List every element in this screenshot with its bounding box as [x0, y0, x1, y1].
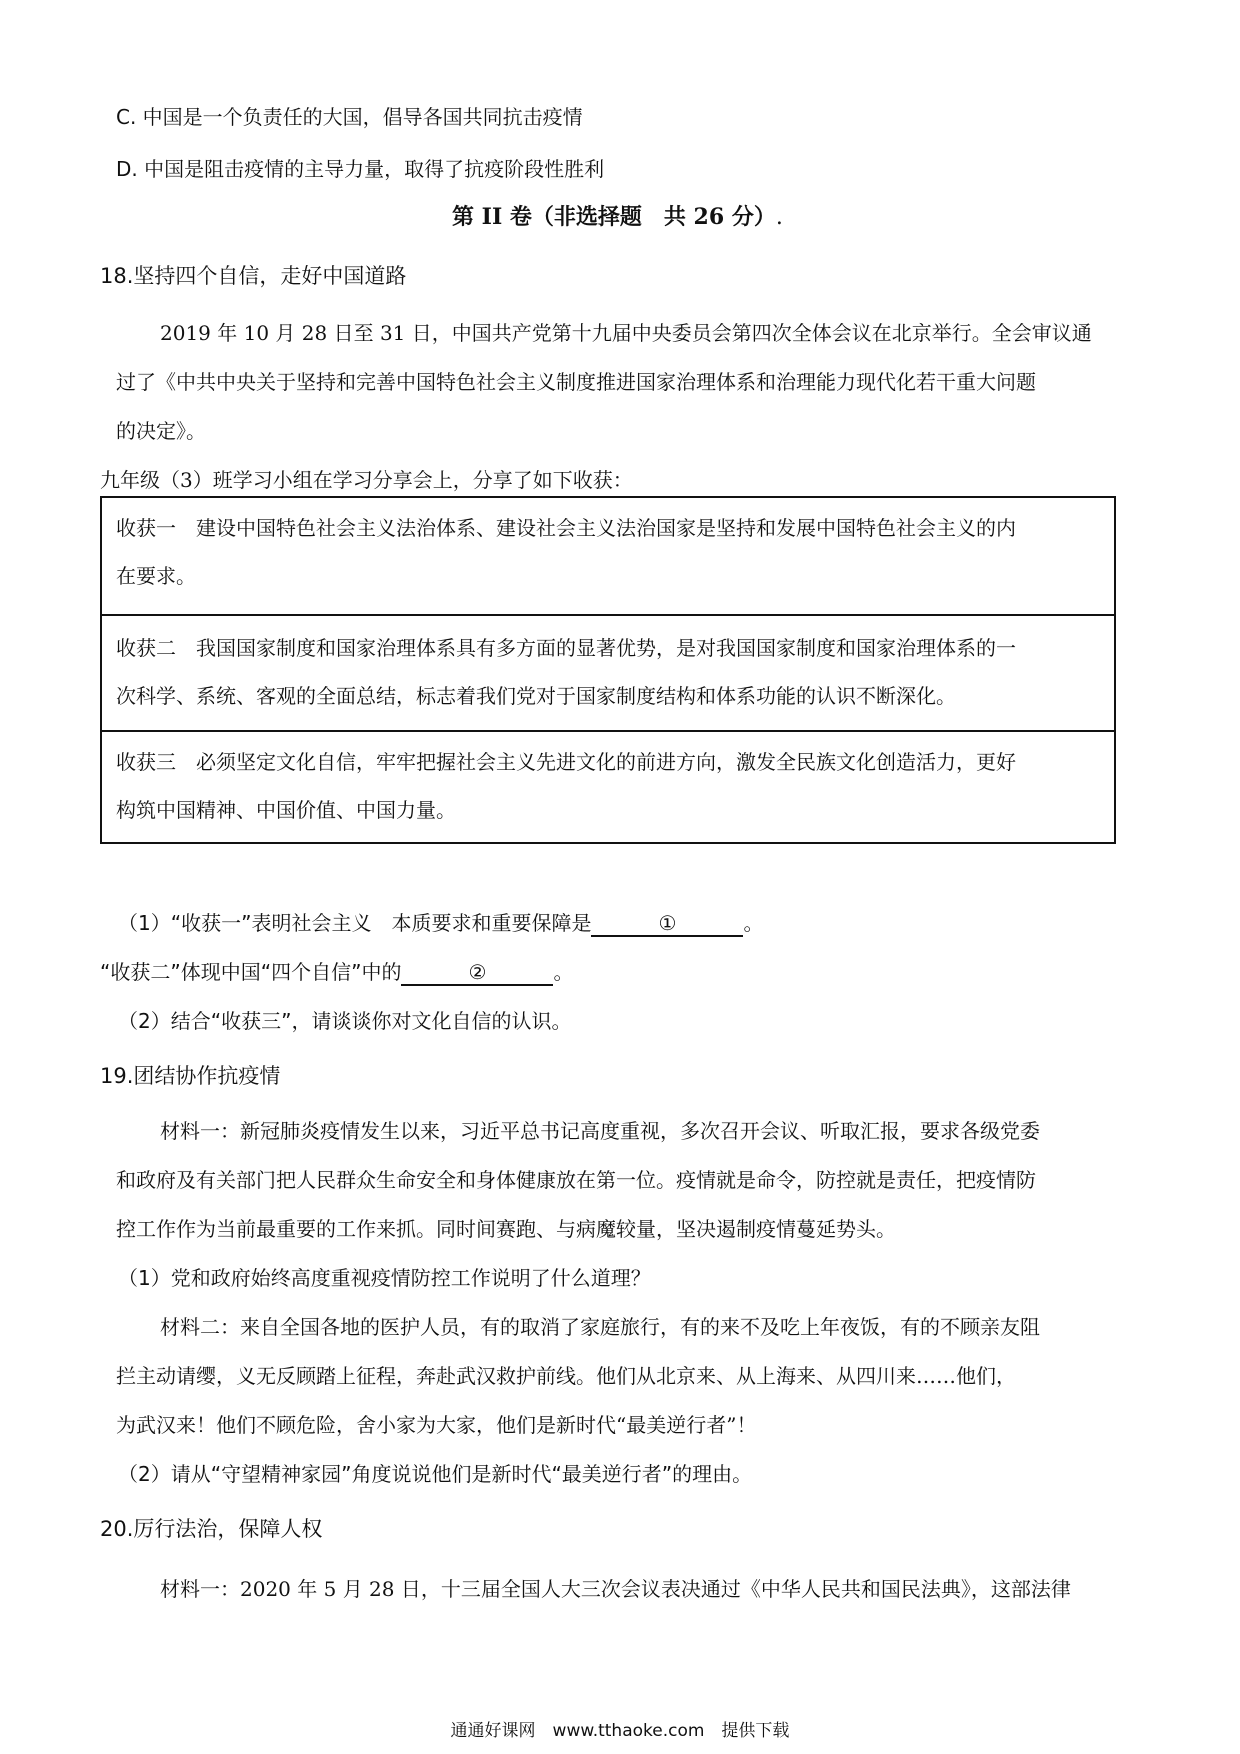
- answer-blank-1[interactable]: ①: [591, 909, 743, 937]
- q20-material1-line-1: 材料一：2020 年 5 月 28 日，十三届全国人大三次会议表决通过《中华人民共和国民法典》，这部法律: [160, 1577, 1071, 1601]
- gain-row-3: [102, 730, 1114, 844]
- q19-sub1: （1）党和政府始终高度重视疫情防控工作说明了什么道理？: [118, 1266, 651, 1290]
- q18-sub1: [118, 909, 763, 937]
- q19-material2-line-3: 为武汉来！他们不顾危险，舍小家为大家，他们是新时代“最美逆行者”！: [116, 1413, 757, 1437]
- q19-material2-line-1: 材料二：来自全国各地的医护人员，有的取消了家庭旅行，有的来不及吃上年夜饭，有的不顾亲友阻: [160, 1315, 1040, 1339]
- q18-sub2: （2）结合“收获三”，请谈谈你对文化自信的认识。: [118, 1009, 572, 1033]
- question-20-heading: 20.厉行法治，保障人权: [100, 1517, 323, 1541]
- gain-row-2: [102, 614, 1114, 730]
- q19-sub2: （2）请从“守望精神家园”角度说说他们是新时代“最美逆行者”的理由。: [118, 1462, 753, 1486]
- q18-paragraph-line-3: 的决定》。: [116, 419, 206, 443]
- q18-paragraph-line-2: 过了《中共中央关于坚持和完善中国特色社会主义制度推进国家治理体系和治理能力现代化若干重大问题: [116, 370, 1036, 394]
- q19-material1-line-3: 控工作作为当前最重要的工作来抓。同时间赛跑、与病魔较量，坚决遏制疫情蔓延势头。: [116, 1217, 896, 1241]
- q19-material1-line-2: 和政府及有关部门把人民群众生命安全和身体健康放在第一位。疫情就是命令，防控就是责任，把疫情防: [116, 1168, 1036, 1192]
- q18-sub1b-prefix: “收获二”体现中国“四个自信”中的: [100, 960, 402, 984]
- q18-paragraph-line-1: 2019 年 10 月 28 日至 31 日，中国共产党第十九届中央委员会第四次全体会议在北京举行。全会审议通: [160, 321, 1092, 345]
- q18-sub1-suffix: 。: [743, 911, 764, 935]
- option-c: C. 中国是一个负责任的大国，倡导各国共同抗击疫情: [116, 105, 583, 129]
- gain-1-line-1: 收获一 建设中国特色社会主义法治体系、建设社会主义法治国家是坚持和发展中国特色社会主义的内: [116, 516, 1016, 540]
- q19-material2-line-2: 拦主动请缨，义无反顾踏上征程，奔赴武汉救护前线。他们从北京来、从上海来、从四川来……他们，: [116, 1364, 1016, 1388]
- option-d: D. 中国是阻击疫情的主导力量，取得了抗疫阶段性胜利: [116, 157, 605, 181]
- q18-intro: 九年级（3）班学习小组在学习分享会上，分享了如下收获：: [100, 468, 633, 492]
- q18-sub1-prefix: （1）“收获一”表明社会主义 本质要求和重要保障是: [118, 911, 592, 935]
- gains-table: [100, 496, 1116, 844]
- gain-row-1: [102, 498, 1114, 614]
- question-19-heading: 19.团结协作抗疫情: [100, 1064, 281, 1088]
- gain-3-line-2: 构筑中国精神、中国价值、中国力量。: [116, 798, 456, 822]
- gain-1-line-2: 在要求。: [116, 564, 196, 588]
- section-title-text: 第 II 卷（非选择题 共 26 分）: [452, 204, 776, 230]
- section-title: [452, 203, 783, 232]
- q18-sub1b-suffix: 。: [553, 960, 574, 984]
- gain-3-line-1: 收获三 必须坚定文化自信，牢牢把握社会主义先进文化的前进方向，激发全民族文化创造活力，更好: [116, 750, 1016, 774]
- footer-watermark: 通通好课网 www.tthaoke.com 提供下载: [450, 1721, 790, 1741]
- gain-2-line-1: 收获二 我国国家制度和国家治理体系具有多方面的显著优势，是对我国国家制度和国家治理体系的一: [116, 636, 1016, 660]
- q18-sub1b: [100, 958, 573, 986]
- question-18-heading: 18.坚持四个自信，走好中国道路: [100, 264, 407, 288]
- gain-2-line-2: 次科学、系统、客观的全面总结，标志着我们党对于国家制度结构和体系功能的认识不断深化。: [116, 684, 956, 708]
- q19-material1-line-1: 材料一：新冠肺炎疫情发生以来，习近平总书记高度重视，多次召开会议、听取汇报，要求各级党委: [160, 1119, 1040, 1143]
- answer-blank-2[interactable]: ②: [401, 958, 553, 986]
- section-title-tail: .: [775, 205, 783, 230]
